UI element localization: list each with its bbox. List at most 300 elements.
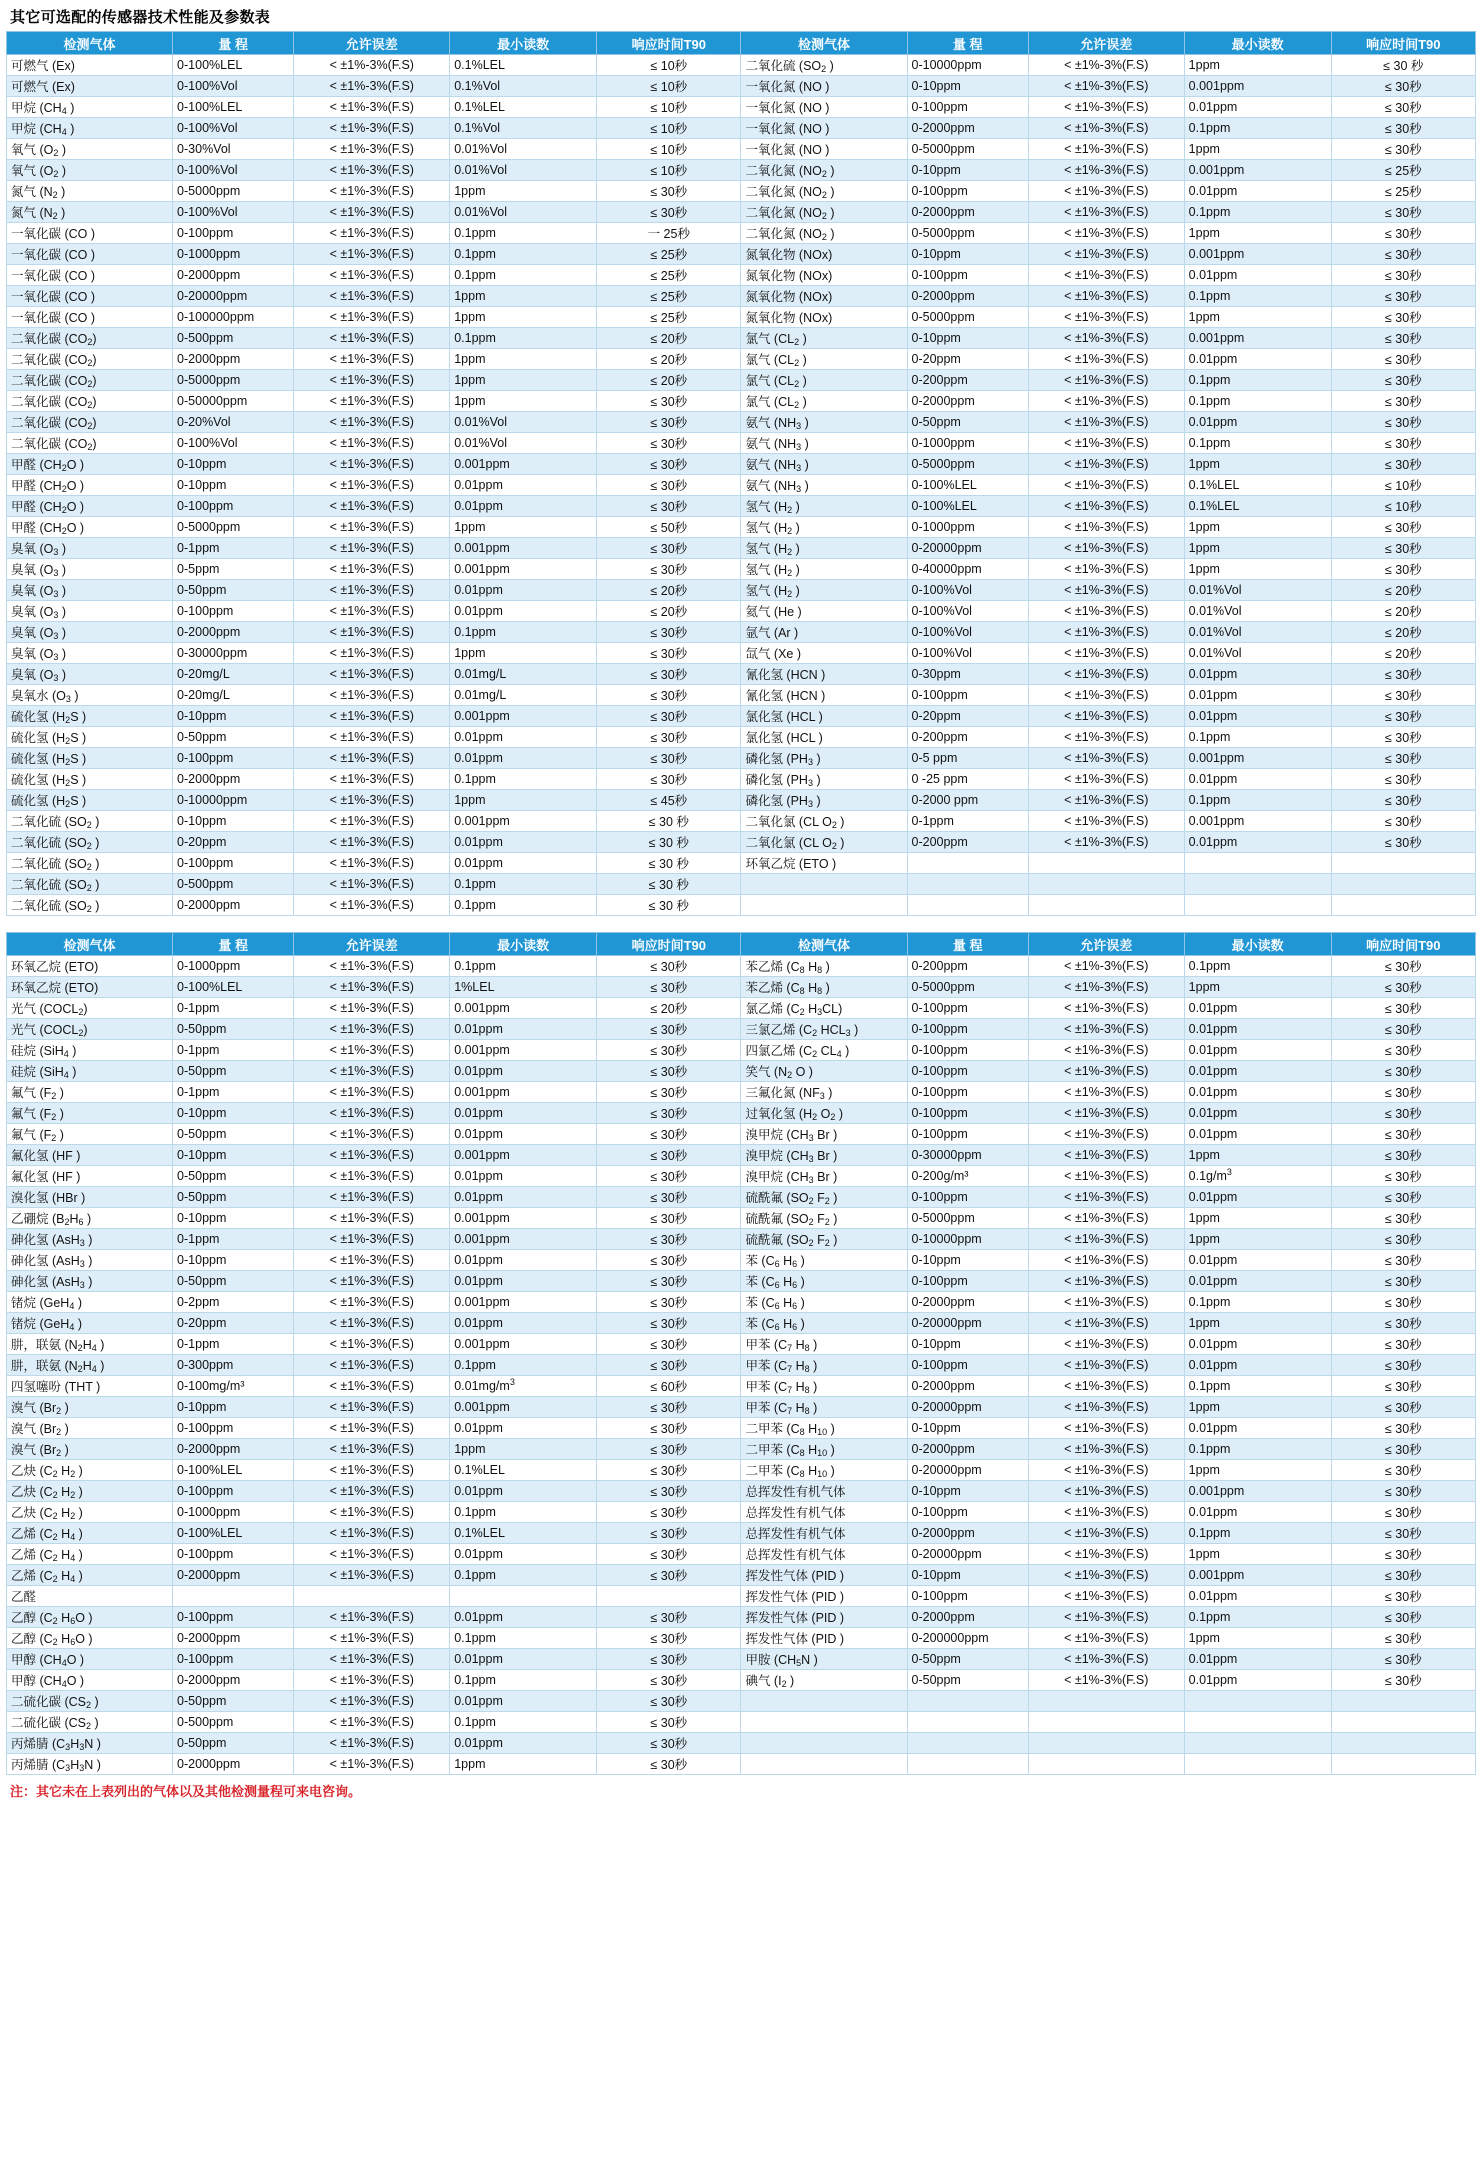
table-row <box>7 1418 1476 1439</box>
cell-range: 0-50ppm <box>907 1670 1028 1691</box>
cell-resolution: 0.001ppm <box>1184 160 1331 181</box>
table-row <box>7 580 1476 601</box>
cell-response-time: ≤ 20秒 <box>1331 601 1475 622</box>
cell-gas: 挥发性气体 (PID ) <box>741 1628 907 1649</box>
cell-resolution: 0.01ppm <box>450 748 597 769</box>
cell-gas: 挥发性气体 (PID ) <box>741 1586 907 1607</box>
cell-range: 0-1000ppm <box>907 517 1028 538</box>
cell-resolution: 0.01ppm <box>450 496 597 517</box>
cell-gas: 硫化氢 ($H_2S$ ) <box>7 790 173 811</box>
cell-range: 0-50ppm <box>173 727 294 748</box>
col-gas: 检测气体 <box>7 933 173 956</box>
cell-tolerance: < ±1%-3%(F.S) <box>1028 956 1184 977</box>
cell-response-time: ≤ 25秒 <box>597 244 741 265</box>
cell-tolerance <box>294 1586 450 1607</box>
cell-range: 0-300ppm <box>173 1355 294 1376</box>
cell-tolerance: < ±1%-3%(F.S) <box>1028 1397 1184 1418</box>
table-row <box>7 433 1476 454</box>
cell-response-time: ≤ 30秒 <box>1331 559 1475 580</box>
cell-gas: 光气 $(COCL_2)$ <box>7 1019 173 1040</box>
cell-resolution: 0.1%LEL <box>450 97 597 118</box>
cell-resolution: 0.001ppm <box>450 1334 597 1355</box>
cell-tolerance: < ±1%-3%(F.S) <box>294 118 450 139</box>
cell-gas: 二氧化氮 ($NO_2$ ) <box>741 181 907 202</box>
cell-range: 0-5000ppm <box>907 307 1028 328</box>
cell-tolerance: < ±1%-3%(F.S) <box>1028 1376 1184 1397</box>
cell-resolution: 1ppm <box>1184 1628 1331 1649</box>
cell-resolution: 0.1ppm <box>450 328 597 349</box>
cell-response-time: ≤ 30秒 <box>1331 1586 1475 1607</box>
cell-resolution: 1ppm <box>1184 139 1331 160</box>
cell-tolerance: < ±1%-3%(F.S) <box>294 727 450 748</box>
cell-range: 0-2000 ppm <box>907 790 1028 811</box>
cell-range: 0-2000ppm <box>907 391 1028 412</box>
cell-range: 0-20000ppm <box>907 1460 1028 1481</box>
table-row <box>7 475 1476 496</box>
cell-response-time: ≤ 30秒 <box>597 1019 741 1040</box>
cell-gas: 氯气 ($CL_2$ ) <box>741 370 907 391</box>
cell-resolution: 0.01ppm <box>450 1691 597 1712</box>
cell-gas: 可燃气 (Ex) <box>7 76 173 97</box>
cell-tolerance: < ±1%-3%(F.S) <box>1028 118 1184 139</box>
cell-resolution: 0.001ppm <box>1184 1565 1331 1586</box>
col-tolerance: 允许误差 <box>1028 933 1184 956</box>
col-response-time: 响应时间T90 <box>1331 32 1475 55</box>
cell-gas: 溴化氢 (HBr ) <box>7 1187 173 1208</box>
cell-gas: 三氟化氮 ($NF_3$ ) <box>741 1082 907 1103</box>
cell-gas: 乙炔 ($C_2$ $H_2$ ) <box>7 1502 173 1523</box>
cell-response-time: ≤ 30秒 <box>1331 811 1475 832</box>
cell-resolution: 0.1ppm <box>1184 1292 1331 1313</box>
cell-resolution: 0.01ppm <box>450 853 597 874</box>
cell-tolerance: < ±1%-3%(F.S) <box>1028 811 1184 832</box>
cell-resolution: 0.1ppm <box>1184 286 1331 307</box>
cell-resolution: 0.01%Vol <box>450 433 597 454</box>
cell-range: 0-5000ppm <box>173 517 294 538</box>
cell-range <box>907 874 1028 895</box>
cell-tolerance: < ±1%-3%(F.S) <box>294 1544 450 1565</box>
cell-tolerance: < ±1%-3%(F.S) <box>294 265 450 286</box>
cell-tolerance: < ±1%-3%(F.S) <box>294 977 450 998</box>
table-row <box>7 370 1476 391</box>
cell-response-time: ≤ 30秒 <box>1331 286 1475 307</box>
cell-gas: 臭氧 ($O_3$ ) <box>7 664 173 685</box>
sensor-table-part-2 <box>6 932 1476 1775</box>
cell-resolution: 0.01ppm <box>1184 1187 1331 1208</box>
cell-resolution: 0.1ppm <box>1184 727 1331 748</box>
cell-resolution: 0.01ppm <box>450 1607 597 1628</box>
cell-gas: 乙硼烷 ($B_2H_6$ ) <box>7 1208 173 1229</box>
cell-resolution: 0.01ppm <box>450 475 597 496</box>
table-row <box>7 559 1476 580</box>
cell-gas: 总挥发性有机气体 <box>741 1544 907 1565</box>
cell-tolerance: < ±1%-3%(F.S) <box>1028 1628 1184 1649</box>
cell-resolution: 0.1%LEL <box>450 1460 597 1481</box>
cell-gas: 氦气 (He ) <box>741 601 907 622</box>
cell-resolution: 1ppm <box>1184 538 1331 559</box>
cell-gas: 一氧化碳 (CO ) <box>7 223 173 244</box>
cell-range: 0-20%Vol <box>173 412 294 433</box>
cell-response-time: ≤ 30秒 <box>1331 1124 1475 1145</box>
cell-tolerance: < ±1%-3%(F.S) <box>294 1502 450 1523</box>
table-row <box>7 956 1476 977</box>
cell-resolution: 0.1ppm <box>1184 1607 1331 1628</box>
cell-resolution: 0.001ppm <box>450 811 597 832</box>
cell-gas: 臭氧 ($O_3$ ) <box>7 601 173 622</box>
cell-gas: 甲烷 ($CH_4$ ) <box>7 97 173 118</box>
cell-response-time: ≤ 30秒 <box>1331 832 1475 853</box>
cell-gas: 甲醛 ($CH_2O$ ) <box>7 454 173 475</box>
cell-response-time: ≤ 30秒 <box>597 706 741 727</box>
cell-response-time: ≤ 30秒 <box>597 1754 741 1775</box>
cell-gas: 挥发性气体 (PID ) <box>741 1607 907 1628</box>
cell-response-time: ≤ 30秒 <box>1331 1145 1475 1166</box>
cell-resolution <box>1184 853 1331 874</box>
cell-range: 0-100%Vol <box>907 580 1028 601</box>
cell-resolution: 1ppm <box>450 286 597 307</box>
cell-range: 0-10ppm <box>173 1145 294 1166</box>
table-row <box>7 998 1476 1019</box>
cell-tolerance: < ±1%-3%(F.S) <box>1028 244 1184 265</box>
cell-range <box>907 1691 1028 1712</box>
table-row <box>7 1082 1476 1103</box>
cell-range: 0-100%LEL <box>907 475 1028 496</box>
cell-range: 0-5000ppm <box>907 1208 1028 1229</box>
cell-tolerance: < ±1%-3%(F.S) <box>294 1250 450 1271</box>
cell-tolerance: < ±1%-3%(F.S) <box>294 1313 450 1334</box>
cell-range: 0-100%Vol <box>173 160 294 181</box>
cell-tolerance: < ±1%-3%(F.S) <box>1028 1229 1184 1250</box>
cell-resolution: 0.01ppm <box>450 1418 597 1439</box>
cell-response-time: ≤ 30秒 <box>1331 412 1475 433</box>
cell-resolution: 0.01%Vol <box>1184 622 1331 643</box>
cell-response-time: ≤ 30秒 <box>597 1271 741 1292</box>
cell-gas: 环氧乙烷 (ETO ) <box>741 853 907 874</box>
cell-tolerance: < ±1%-3%(F.S) <box>294 496 450 517</box>
cell-resolution: 0.1ppm <box>450 1670 597 1691</box>
cell-gas: 溴甲烷 ($CH_3$ Br ) <box>741 1145 907 1166</box>
cell-tolerance: < ±1%-3%(F.S) <box>1028 328 1184 349</box>
cell-gas: 氟气 ($F_2$ ) <box>7 1103 173 1124</box>
cell-gas: 总挥发性有机气体 <box>741 1523 907 1544</box>
cell-tolerance: < ±1%-3%(F.S) <box>1028 1481 1184 1502</box>
cell-range: 0-100%Vol <box>907 601 1028 622</box>
cell-range: 0-200ppm <box>907 370 1028 391</box>
cell-tolerance: < ±1%-3%(F.S) <box>1028 1418 1184 1439</box>
cell-response-time: ≤ 30秒 <box>1331 76 1475 97</box>
cell-range: 0-100ppm <box>173 853 294 874</box>
cell-tolerance: < ±1%-3%(F.S) <box>1028 685 1184 706</box>
cell-range: 0-100ppm <box>907 265 1028 286</box>
cell-range: 0-100ppm <box>907 998 1028 1019</box>
cell-range <box>907 853 1028 874</box>
cell-range: 0-10000ppm <box>173 790 294 811</box>
table-row <box>7 727 1476 748</box>
cell-resolution: 0.001ppm <box>1184 748 1331 769</box>
table-row <box>7 1607 1476 1628</box>
cell-response-time: ≤ 10秒 <box>597 55 741 76</box>
cell-gas: 臭氧 ($O_3$ ) <box>7 559 173 580</box>
cell-gas: 一氧化碳 (CO ) <box>7 286 173 307</box>
cell-response-time: ≤ 25秒 <box>597 307 741 328</box>
cell-response-time: ≤ 30秒 <box>1331 1103 1475 1124</box>
cell-tolerance: < ±1%-3%(F.S) <box>294 1733 450 1754</box>
cell-response-time: ≤ 30秒 <box>1331 664 1475 685</box>
cell-resolution: 0.1ppm <box>450 895 597 916</box>
cell-resolution: 0.01ppm <box>450 1733 597 1754</box>
cell-gas: 二氧化碳 $(CO_2)$ <box>7 391 173 412</box>
cell-gas: 一氧化氮 (NO ) <box>741 118 907 139</box>
cell-gas <box>741 1733 907 1754</box>
cell-tolerance: < ±1%-3%(F.S) <box>294 1292 450 1313</box>
cell-response-time: ≤ 30秒 <box>597 202 741 223</box>
cell-response-time: ≤ 20秒 <box>597 998 741 1019</box>
cell-range: 0-5ppm <box>173 559 294 580</box>
cell-tolerance: < ±1%-3%(F.S) <box>294 580 450 601</box>
cell-resolution: 1ppm <box>450 370 597 391</box>
cell-range: 0-100ppm <box>907 97 1028 118</box>
cell-resolution: 1ppm <box>450 517 597 538</box>
table-row <box>7 1229 1476 1250</box>
cell-gas: 乙炔 ($C_2$ $H_2$ ) <box>7 1481 173 1502</box>
cell-gas: 甲醇 ($CH_4O$ ) <box>7 1670 173 1691</box>
cell-response-time: ≤ 30秒 <box>1331 517 1475 538</box>
cell-range: 0-2000ppm <box>173 265 294 286</box>
cell-resolution: 0.1%Vol <box>450 118 597 139</box>
cell-tolerance: < ±1%-3%(F.S) <box>1028 433 1184 454</box>
cell-range: 0-1ppm <box>173 538 294 559</box>
cell-resolution: 0.1ppm <box>450 223 597 244</box>
cell-tolerance: < ±1%-3%(F.S) <box>294 811 450 832</box>
cell-gas: 苯乙烯 ($C_8$ $H_8$ ) <box>741 956 907 977</box>
cell-tolerance: < ±1%-3%(F.S) <box>1028 1208 1184 1229</box>
cell-range: 0-100ppm <box>173 1544 294 1565</box>
table-row <box>7 328 1476 349</box>
cell-response-time: ≤ 30秒 <box>1331 706 1475 727</box>
cell-tolerance: < ±1%-3%(F.S) <box>294 1187 450 1208</box>
cell-range: 0-50ppm <box>173 580 294 601</box>
cell-gas: 总挥发性有机气体 <box>741 1481 907 1502</box>
cell-gas: 环氧乙烷 (ETO) <box>7 977 173 998</box>
cell-resolution: 0.01ppm <box>1184 1271 1331 1292</box>
cell-tolerance: < ±1%-3%(F.S) <box>294 55 450 76</box>
cell-resolution: 1ppm <box>450 307 597 328</box>
cell-range: 0-30ppm <box>907 664 1028 685</box>
cell-range: 0-2000ppm <box>907 286 1028 307</box>
cell-range: 0-100%Vol <box>173 118 294 139</box>
table-row <box>7 748 1476 769</box>
cell-gas: 甲苯 ($C_7$ $H_8$ ) <box>741 1334 907 1355</box>
cell-resolution: 0.1ppm <box>1184 1376 1331 1397</box>
cell-gas: 一氧化氮 (NO ) <box>741 139 907 160</box>
cell-gas: 二氧化碳 $(CO_2)$ <box>7 349 173 370</box>
cell-resolution: 1%LEL <box>450 977 597 998</box>
cell-range: 0-40000ppm <box>907 559 1028 580</box>
cell-resolution: 0.01ppm <box>450 580 597 601</box>
cell-response-time: ≤ 30秒 <box>597 622 741 643</box>
cell-range: 0-200000ppm <box>907 1628 1028 1649</box>
cell-gas: 氯气 ($CL_2$ ) <box>741 349 907 370</box>
table-row <box>7 1040 1476 1061</box>
cell-response-time: ≤ 30秒 <box>1331 1649 1475 1670</box>
cell-response-time: ≤ 30秒 <box>1331 139 1475 160</box>
cell-resolution: 0.001ppm <box>450 1208 597 1229</box>
cell-response-time: ≤ 10秒 <box>1331 496 1475 517</box>
cell-range: 0-5 ppm <box>907 748 1028 769</box>
cell-resolution: 0.1ppm <box>450 1565 597 1586</box>
cell-resolution: $0.01mg/m^3$ <box>450 1376 597 1397</box>
cell-tolerance: < ±1%-3%(F.S) <box>1028 977 1184 998</box>
cell-tolerance: < ±1%-3%(F.S) <box>1028 580 1184 601</box>
cell-tolerance: < ±1%-3%(F.S) <box>294 286 450 307</box>
cell-tolerance: < ±1%-3%(F.S) <box>1028 1040 1184 1061</box>
cell-gas: 氢气 ($H_2$ ) <box>741 496 907 517</box>
cell-range: 0-100ppm <box>173 223 294 244</box>
cell-tolerance <box>1028 1691 1184 1712</box>
cell-resolution: 0.01ppm <box>450 1481 597 1502</box>
table-row <box>7 1565 1476 1586</box>
cell-tolerance: < ±1%-3%(F.S) <box>294 1439 450 1460</box>
table-row <box>7 202 1476 223</box>
cell-resolution: 1ppm <box>450 790 597 811</box>
cell-gas: 二甲苯 ($C_8$ $H_{10}$ ) <box>741 1418 907 1439</box>
cell-gas: 二甲苯 ($C_8$ $H_{10}$ ) <box>741 1460 907 1481</box>
cell-resolution: 0.001ppm <box>1184 244 1331 265</box>
cell-range: 0-10ppm <box>907 76 1028 97</box>
cell-tolerance: < ±1%-3%(F.S) <box>294 454 450 475</box>
cell-resolution: 0.1%LEL <box>1184 475 1331 496</box>
cell-resolution: 1ppm <box>1184 1460 1331 1481</box>
cell-response-time: ≤ 30秒 <box>597 1229 741 1250</box>
cell-resolution: 0.001ppm <box>450 454 597 475</box>
cell-range: 0-10ppm <box>173 1250 294 1271</box>
cell-gas: 三氯乙烯 ($C_2$ $HCL_3$ ) <box>741 1019 907 1040</box>
cell-range: 0-200ppm <box>907 956 1028 977</box>
cell-tolerance: < ±1%-3%(F.S) <box>1028 1460 1184 1481</box>
cell-response-time <box>597 1586 741 1607</box>
table-row <box>7 1208 1476 1229</box>
cell-tolerance: < ±1%-3%(F.S) <box>1028 664 1184 685</box>
cell-gas: 氨气 ($NH_3$ ) <box>741 412 907 433</box>
cell-response-time: ≤ 30秒 <box>1331 454 1475 475</box>
cell-range: 0-100ppm <box>173 496 294 517</box>
cell-range: 0-10ppm <box>907 328 1028 349</box>
cell-resolution: 0.01ppm <box>1184 97 1331 118</box>
cell-resolution: 0.01ppm <box>450 1166 597 1187</box>
col-range: 量 程 <box>907 32 1028 55</box>
cell-resolution: 1ppm <box>1184 1229 1331 1250</box>
cell-tolerance <box>1028 895 1184 916</box>
table-row <box>7 664 1476 685</box>
cell-tolerance: < ±1%-3%(F.S) <box>1028 1019 1184 1040</box>
cell-tolerance: < ±1%-3%(F.S) <box>1028 286 1184 307</box>
cell-tolerance: < ±1%-3%(F.S) <box>294 1145 450 1166</box>
cell-response-time: ≤ 30秒 <box>597 1103 741 1124</box>
cell-range: 0-2000ppm <box>907 1607 1028 1628</box>
cell-response-time: ≤ 30 秒 <box>597 874 741 895</box>
cell-gas: 甲醛 ($CH_2O$ ) <box>7 496 173 517</box>
cell-gas: 四氢噻吩 (THT ) <box>7 1376 173 1397</box>
table-row <box>7 118 1476 139</box>
table-row <box>7 97 1476 118</box>
cell-gas: 氢气 ($H_2$ ) <box>741 517 907 538</box>
cell-response-time: ≤ 30秒 <box>597 1418 741 1439</box>
cell-range: 0-50ppm <box>173 1733 294 1754</box>
cell-gas: 磷化氢 ($PH_3$ ) <box>741 790 907 811</box>
cell-response-time: ≤ 30秒 <box>1331 727 1475 748</box>
cell-gas: 二氧化碳 $(CO_2)$ <box>7 370 173 391</box>
cell-tolerance: < ±1%-3%(F.S) <box>294 1376 450 1397</box>
table-row <box>7 496 1476 517</box>
cell-gas: 乙醛 <box>7 1586 173 1607</box>
cell-range: 0-100ppm <box>173 1418 294 1439</box>
cell-response-time <box>1331 1733 1475 1754</box>
cell-gas: 溴气 ($Br_2$ ) <box>7 1397 173 1418</box>
cell-resolution: 0.001ppm <box>450 1229 597 1250</box>
cell-gas: 氙气 (Xe ) <box>741 643 907 664</box>
cell-gas: 苯 ($C_6$ $H_6$ ) <box>741 1313 907 1334</box>
table-row <box>7 55 1476 76</box>
cell-tolerance: < ±1%-3%(F.S) <box>294 1040 450 1061</box>
cell-gas: 过氧化氢 ($H_2$ $O_2$ ) <box>741 1103 907 1124</box>
cell-response-time <box>1331 853 1475 874</box>
cell-tolerance: < ±1%-3%(F.S) <box>1028 160 1184 181</box>
cell-tolerance: < ±1%-3%(F.S) <box>294 1481 450 1502</box>
cell-resolution: 0.01%Vol <box>450 412 597 433</box>
cell-response-time: ≤ 25秒 <box>1331 181 1475 202</box>
cell-range: 0-100%Vol <box>173 76 294 97</box>
cell-range: 0-20000ppm <box>173 286 294 307</box>
cell-resolution: 0.1%LEL <box>450 1523 597 1544</box>
cell-response-time: ≤ 30秒 <box>1331 1397 1475 1418</box>
col-range: 量 程 <box>907 933 1028 956</box>
cell-resolution: 0.1%Vol <box>450 76 597 97</box>
cell-range <box>907 1754 1028 1775</box>
cell-tolerance: < ±1%-3%(F.S) <box>294 475 450 496</box>
cell-range: 0-20000ppm <box>907 1313 1028 1334</box>
cell-response-time: ≤ 30秒 <box>1331 1313 1475 1334</box>
col-resolution: 最小读数 <box>1184 933 1331 956</box>
table-row <box>7 1376 1476 1397</box>
cell-tolerance <box>1028 1712 1184 1733</box>
cell-range: 0-100ppm <box>907 1040 1028 1061</box>
cell-tolerance: < ±1%-3%(F.S) <box>1028 1649 1184 1670</box>
table-row <box>7 1523 1476 1544</box>
cell-range: 0-30000ppm <box>907 1145 1028 1166</box>
cell-range: 0-100ppm <box>907 1103 1028 1124</box>
cell-gas: 乙炔 ($C_2$ $H_2$ ) <box>7 1460 173 1481</box>
cell-gas: 氮氧化物 (NOx) <box>741 307 907 328</box>
cell-resolution: 0.01ppm <box>1184 1061 1331 1082</box>
cell-resolution: 0.01ppm <box>1184 349 1331 370</box>
cell-range: 0-1ppm <box>173 1040 294 1061</box>
cell-response-time: ≤ 30秒 <box>1331 202 1475 223</box>
cell-gas: 臭氧水 ($O_3$ ) <box>7 685 173 706</box>
cell-resolution: 0.01ppm <box>1184 998 1331 1019</box>
cell-tolerance: < ±1%-3%(F.S) <box>294 433 450 454</box>
cell-gas: 苯乙烯 ($C_8$ $H_8$ ) <box>741 977 907 998</box>
cell-gas: 甲苯 ($C_7$ $H_8$ ) <box>741 1355 907 1376</box>
cell-gas: 氨气 ($NH_3$ ) <box>741 454 907 475</box>
cell-response-time: ≤ 30秒 <box>1331 1439 1475 1460</box>
cell-resolution: 0.01ppm <box>1184 1040 1331 1061</box>
cell-gas: 二硫化碳 ($CS_2$ ) <box>7 1712 173 1733</box>
cell-response-time: ≤ 10秒 <box>597 76 741 97</box>
cell-tolerance: < ±1%-3%(F.S) <box>1028 1670 1184 1691</box>
cell-response-time: ≤ 30秒 <box>597 1523 741 1544</box>
cell-gas: 氟化氢 (HF ) <box>7 1166 173 1187</box>
cell-resolution: 0.1ppm <box>450 622 597 643</box>
